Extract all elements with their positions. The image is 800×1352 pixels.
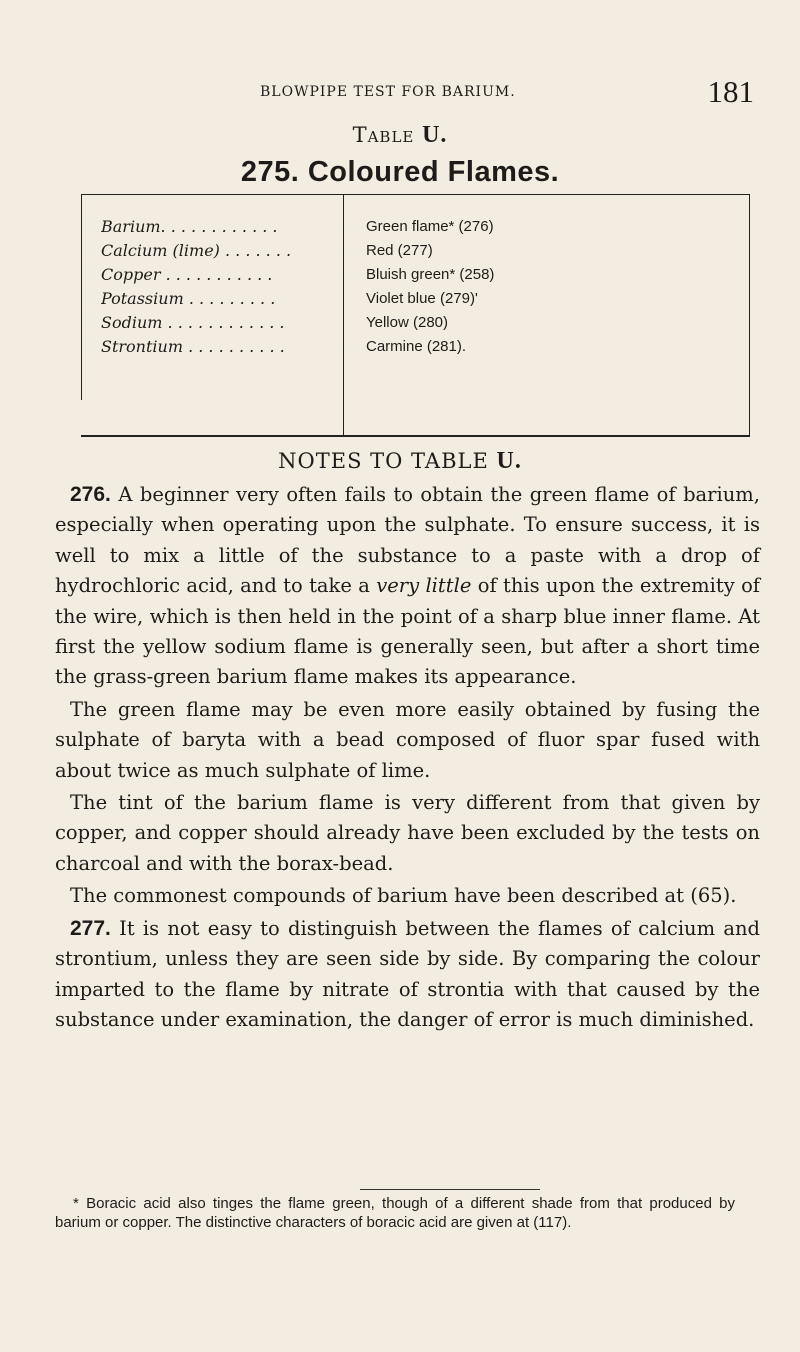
table-title-text: Coloured Flames. <box>307 156 560 188</box>
table-row-element: Calcium (lime) . . . . . . . <box>101 241 292 260</box>
table-row-flame: Bluish green* (258) <box>366 266 495 283</box>
table-row-element: Copper . . . . . . . . . . . <box>101 265 273 284</box>
table-row-flame: Green flame* (276) <box>366 218 494 235</box>
footnote-rule <box>360 1189 540 1190</box>
running-head: BLOWPIPE TEST FOR BARIUM. <box>260 84 516 100</box>
emphasis-text: very little <box>376 574 472 598</box>
table-row-element: Barium. . . . . . . . . . . . <box>101 217 278 236</box>
table-label-letter: U. <box>422 122 448 148</box>
table-row-element: Sodium . . . . . . . . . . . . <box>101 313 285 332</box>
page-header <box>90 74 758 110</box>
paragraph-green-flame: The green flame may be even more easily obtained by fusing the sulphate of baryta with a bead composed of fluor spar fused with about twice as much sulphate of lime. <box>55 697 760 782</box>
notes-heading-letter: U. <box>496 448 522 474</box>
paragraph-text: of this upon the extremity of the wire, which is then held in the point of a sharp blue inner flame. At first the yellow sodium flame is generally seen, but after a short time the grass-green barium flame makes its appearance. <box>55 574 761 689</box>
table-row-flame: Carmine (281). <box>366 338 467 355</box>
table-left-border <box>81 195 82 400</box>
table-row-flame: Violet blue (279)' <box>366 290 478 307</box>
table-label <box>0 122 800 149</box>
table-row-element: Strontium . . . . . . . . . . <box>101 337 285 356</box>
paragraph-commonest-compounds: The commonest compounds of barium have been described at (65). <box>70 884 737 908</box>
table-row-element: Potassium . . . . . . . . . <box>101 289 276 308</box>
footnote <box>55 1194 735 1232</box>
paragraph-number: 277. <box>70 916 111 940</box>
page-number: 181 <box>707 74 754 109</box>
paragraph-276 <box>55 480 760 693</box>
footnote-text: Boracic acid also tinges the flame green, though of a different shade from that produced by barium or copper. The distinctive characters of boracic acid are given at (117). <box>55 1195 736 1231</box>
paragraph-text: It is not easy to distinguish between the flames of calcium and strontium, unless they are seen side by side. By comparing the colour imparted to the flame by nitrate of strontia with that caused by the substance under examination, the danger of error is much diminished. <box>55 916 761 1031</box>
table-title <box>0 156 800 189</box>
paragraph-277 <box>55 914 760 1036</box>
notes-heading-text: NOTES TO TABLE <box>278 449 489 473</box>
footnote-marker: * <box>73 1195 79 1212</box>
paragraph-barium-tint: The tint of the barium flame is very different from that given by copper, and copper should already have been excluded by the tests on charcoal and with the borax-bead. <box>55 791 760 875</box>
table-row-flame: Yellow (280) <box>366 314 448 331</box>
paragraph-text: A beginner very often fails to obtain the green flame of barium, especially when operating upon the sulphate. To ensure success, it is well to mix a little of the substance to a paste with a drop of hydrochloric acid, and to take a <box>55 483 760 598</box>
table-title-number: 275. <box>240 156 300 188</box>
table-label-word: Table <box>352 123 415 147</box>
notes-body <box>55 480 760 1035</box>
notes-heading <box>0 448 800 475</box>
element-column <box>101 215 336 359</box>
coloured-flames-table <box>81 194 750 437</box>
paragraph-number: 276. <box>70 483 111 506</box>
flame-column <box>366 215 736 359</box>
table-column-divider <box>343 195 344 435</box>
table-row-flame: Red (277) <box>366 242 433 259</box>
